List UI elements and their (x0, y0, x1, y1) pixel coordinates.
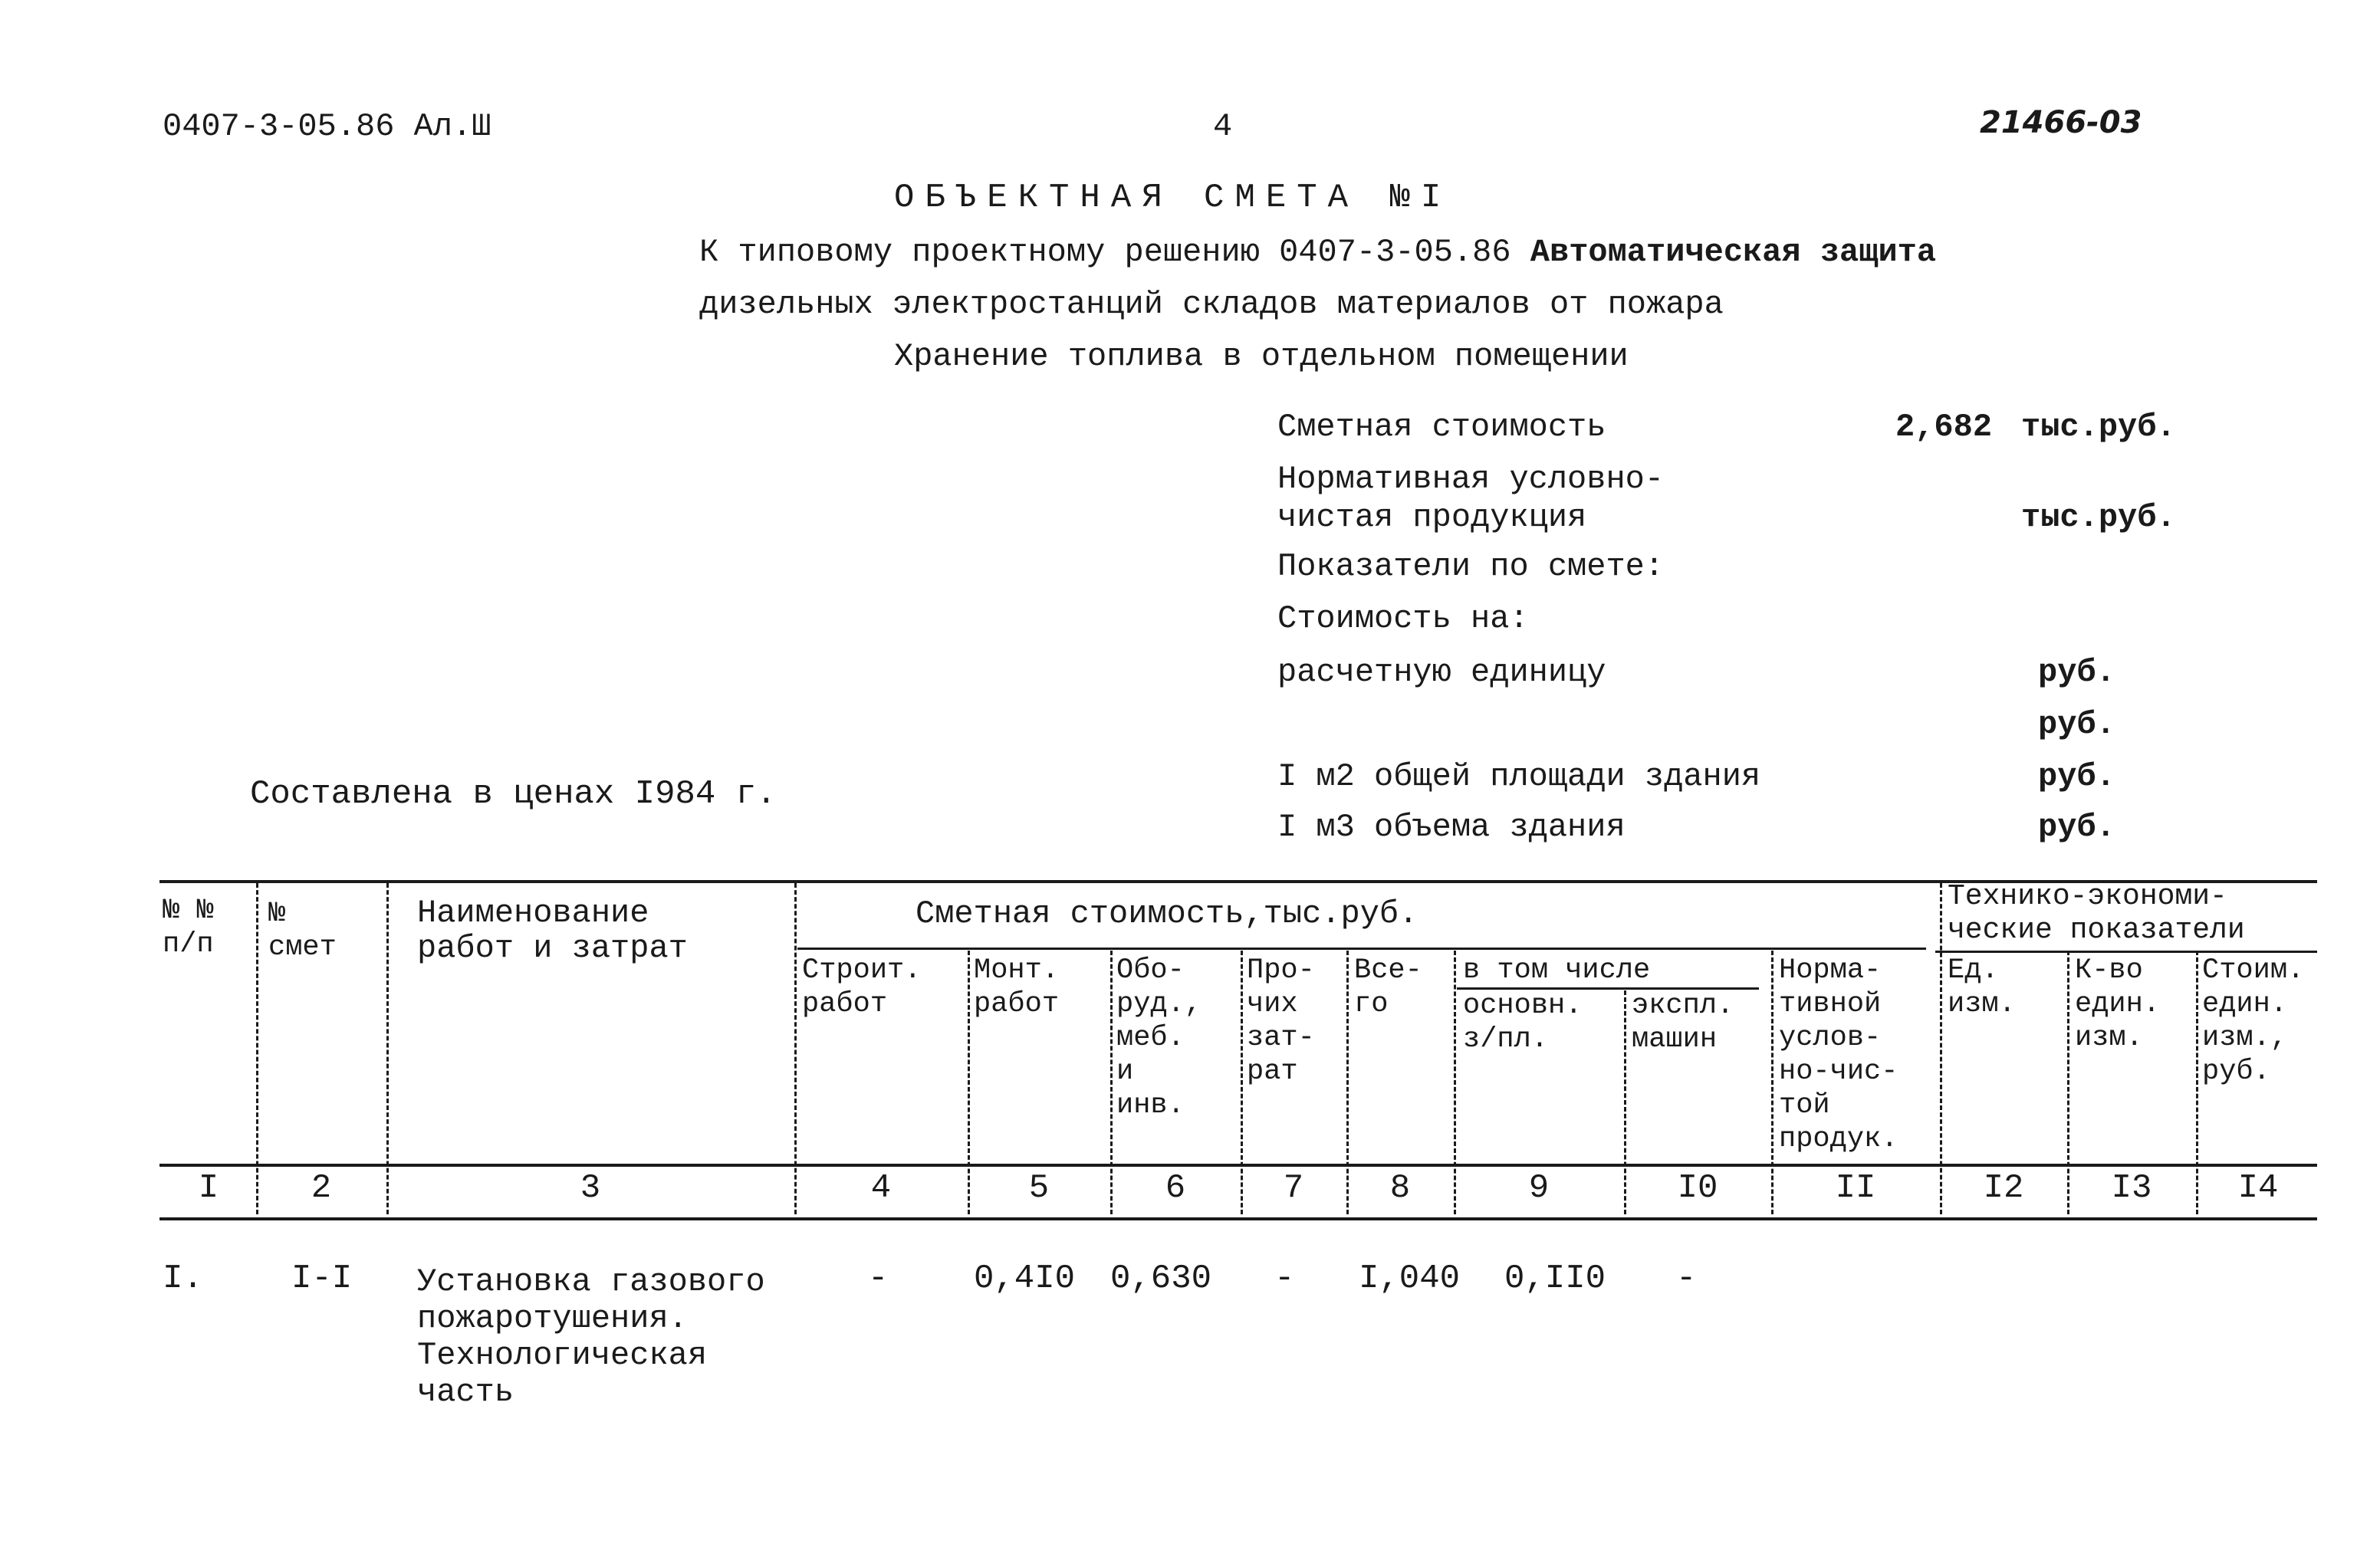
normative-label-2: чистая продукция (1277, 499, 1587, 536)
column-number: 2 (311, 1169, 332, 1207)
header-estimate-number: № смет (268, 898, 337, 964)
volume-label: I м3 объема здания (1277, 809, 1626, 846)
column-number: I0 (1677, 1169, 1718, 1207)
header-equipment: Обо- руд., меб. и инв. (1116, 954, 1202, 1122)
header-including: в том числе (1463, 954, 1651, 987)
col-separator (1346, 951, 1349, 1214)
col-separator (1624, 990, 1626, 1214)
col-separator (794, 883, 797, 1214)
extra-unit: руб. (2038, 706, 2115, 743)
header-total: Все- го (1354, 954, 1422, 1020)
column-number: 3 (580, 1169, 601, 1207)
row-number: I. (163, 1260, 203, 1298)
column-number: I (198, 1169, 219, 1207)
col-separator (2067, 951, 2069, 1214)
row-other-cost: - (1274, 1260, 1295, 1298)
header-unit-quantity: К-во един. изм. (2075, 954, 2161, 1054)
row-base-wages: 0,II0 (1504, 1260, 1606, 1298)
document-title: ОБЪЕКТНАЯ СМЕТА №I (894, 179, 1452, 217)
estimate-cost-value: 2,682 (1895, 409, 1993, 445)
col-separator (386, 883, 389, 1214)
col-separator (1241, 951, 1243, 1214)
header-base-wages: основн. з/пл. (1463, 990, 1583, 1056)
header-unit: Ед. изм. (1948, 954, 2016, 1020)
title-line-2: дизельных электростанций складов материалов от пожара (699, 286, 1724, 323)
col-separator (1940, 883, 1942, 1214)
cost-for-label: Стоимость на: (1277, 600, 1529, 637)
normative-label-1: Нормативная условно- (1277, 461, 1665, 498)
row-total-cost: I,040 (1359, 1260, 1461, 1298)
estimate-cost-label: Сметная стоимость (1277, 409, 1606, 445)
title-line-1-text: К типовому проектному решению 0407-3-05.86 (699, 234, 1530, 271)
header-installation: Монт. работ (974, 954, 1060, 1020)
area-label: I м2 общей площади здания (1277, 758, 1761, 795)
header-row-number: № № п/п (163, 895, 214, 961)
header-construction: Строит. работ (802, 954, 922, 1020)
column-number: 8 (1389, 1169, 1411, 1207)
column-number: I2 (1983, 1169, 2024, 1207)
column-number: II (1835, 1169, 1876, 1207)
indicators-label: Показатели по смете: (1277, 548, 1665, 585)
title-line-3: Хранение топлива в отдельном помещении (894, 338, 1629, 375)
volume-unit: руб. (2038, 809, 2115, 846)
col-separator (2196, 951, 2198, 1214)
header-bottom-rule (159, 1164, 2317, 1167)
col-separator (968, 951, 970, 1214)
column-number: I3 (2111, 1169, 2152, 1207)
row-installation-cost: 0,4I0 (974, 1260, 1076, 1298)
calc-unit-label: расчетную единицу (1277, 654, 1606, 691)
col-separator (1454, 951, 1456, 1214)
calc-unit-unit: руб. (2038, 654, 2115, 691)
col-separator (1771, 951, 1773, 1214)
col-separator (256, 883, 258, 1214)
column-number: I4 (2237, 1169, 2279, 1207)
area-unit: руб. (2038, 758, 2115, 795)
row-estimate-number: I-I (291, 1260, 353, 1298)
header-cost-group: Сметная стоимость,тыс.руб. (916, 895, 1418, 932)
header-tech-group: Технико-экономи- ческие показатели (1948, 880, 2245, 947)
column-number: 7 (1283, 1169, 1304, 1207)
col-separator (1110, 951, 1113, 1214)
handwritten-number: 21466-03 (1980, 105, 2142, 140)
estimate-cost-unit: тыс.руб. (2021, 409, 2176, 445)
header-unit-cost: Стоим. един. изм., руб. (2202, 954, 2305, 1088)
document-code: 0407-3-05.86 Ал.Ш (163, 108, 491, 145)
row-equipment-cost: 0,630 (1110, 1260, 1212, 1298)
row-construction-cost: - (868, 1260, 889, 1298)
header-other-costs: Про- чих зат- рат (1247, 954, 1315, 1088)
tech-group-rule (1935, 951, 2317, 953)
header-work-name: Наименование работ и затрат (417, 895, 688, 967)
header-machine-operation: экспл. машин (1632, 990, 1734, 1056)
prices-note: Составлена в ценах I984 г. (250, 775, 777, 813)
column-number: 9 (1528, 1169, 1550, 1207)
cost-group-rule (797, 948, 1926, 950)
column-numbers-rule (159, 1217, 2317, 1220)
row-work-name: Установка газового пожаротушения. Технологическая часть (417, 1263, 765, 1411)
title-line-1 (699, 234, 1937, 271)
page-number: 4 (1213, 108, 1233, 145)
column-number: 6 (1165, 1169, 1186, 1207)
normative-unit: тыс.руб. (2021, 499, 2176, 536)
column-number: 5 (1028, 1169, 1050, 1207)
header-normative-product: Норма- тивной услов- но-чис- той продук. (1779, 954, 1898, 1155)
column-number: 4 (870, 1169, 892, 1207)
title-line-1-bold: Автоматическая защита (1530, 234, 1937, 271)
row-machine-operation: - (1676, 1260, 1697, 1298)
